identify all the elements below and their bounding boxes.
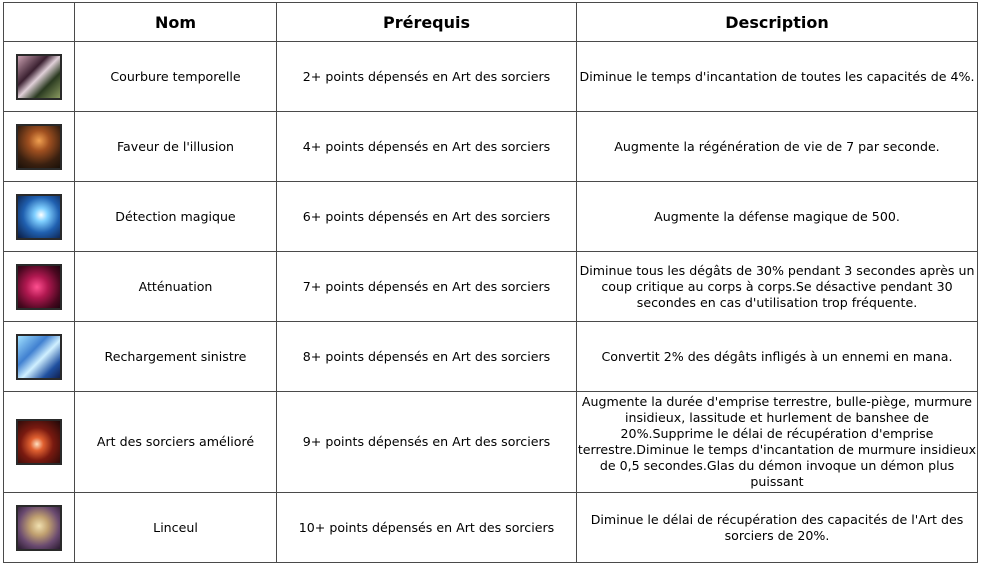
talent-description: Diminue tous les dégâts de 30% pendant 3 secondes après un coup critique au corps à corps.Se désactive pendant 30 secondes en cas d'utilisation trop fréquente. — [577, 252, 978, 322]
icon-cell — [4, 42, 75, 112]
table-row — [4, 493, 978, 563]
talent-prereq: 10+ points dépensés en Art des sorciers — [277, 493, 577, 563]
shroud-icon — [16, 505, 62, 551]
improved-sorcery-icon — [16, 419, 62, 465]
header-name: Nom — [75, 3, 277, 42]
magic-detection-icon — [16, 194, 62, 240]
table-row — [4, 252, 978, 322]
talent-prereq: 6+ points dépensés en Art des sorciers — [277, 182, 577, 252]
header-icon — [4, 3, 75, 42]
icon-cell — [4, 252, 75, 322]
talent-description: Augmente la défense magique de 500. — [577, 182, 978, 252]
talents-table — [3, 2, 978, 563]
talent-prereq: 9+ points dépensés en Art des sorciers — [277, 392, 577, 493]
icon-cell — [4, 322, 75, 392]
talent-description: Diminue le délai de récupération des capacités de l'Art des sorciers de 20%. — [577, 493, 978, 563]
sinister-recharge-icon — [16, 334, 62, 380]
table-row — [4, 322, 978, 392]
header-description: Description — [577, 3, 978, 42]
talent-name: Détection magique — [75, 182, 277, 252]
icon-cell — [4, 182, 75, 252]
talent-prereq: 8+ points dépensés en Art des sorciers — [277, 322, 577, 392]
talent-name: Atténuation — [75, 252, 277, 322]
icon-cell — [4, 493, 75, 563]
table-row — [4, 42, 978, 112]
icon-cell — [4, 392, 75, 493]
illusion-favor-icon — [16, 124, 62, 170]
talent-name: Faveur de l'illusion — [75, 112, 277, 182]
talent-prereq: 7+ points dépensés en Art des sorciers — [277, 252, 577, 322]
talent-description: Convertit 2% des dégâts infligés à un ennemi en mana. — [577, 322, 978, 392]
header-row — [4, 3, 978, 42]
attenuation-icon — [16, 264, 62, 310]
header-prereq: Prérequis — [277, 3, 577, 42]
table-row — [4, 112, 978, 182]
talent-name: Linceul — [75, 493, 277, 563]
table-row — [4, 392, 978, 493]
talent-description: Augmente la régénération de vie de 7 par seconde. — [577, 112, 978, 182]
talent-description: Diminue le temps d'incantation de toutes les capacités de 4%. — [577, 42, 978, 112]
talent-description: Augmente la durée d'emprise terrestre, bulle-piège, murmure insidieux, lassitude et hurlement de banshee de 20%.Supprime le délai de récupération d'emprise terrestre.Diminue le temps d'incantation de murmure insidieux de 0,5 secondes.Glas du démon invoque un démon plus puissant — [577, 392, 978, 493]
icon-cell — [4, 112, 75, 182]
talent-prereq: 2+ points dépensés en Art des sorciers — [277, 42, 577, 112]
talent-name: Courbure temporelle — [75, 42, 277, 112]
talent-name: Art des sorciers amélioré — [75, 392, 277, 493]
talent-prereq: 4+ points dépensés en Art des sorciers — [277, 112, 577, 182]
temporal-warp-icon — [16, 54, 62, 100]
table-row — [4, 182, 978, 252]
talent-name: Rechargement sinistre — [75, 322, 277, 392]
